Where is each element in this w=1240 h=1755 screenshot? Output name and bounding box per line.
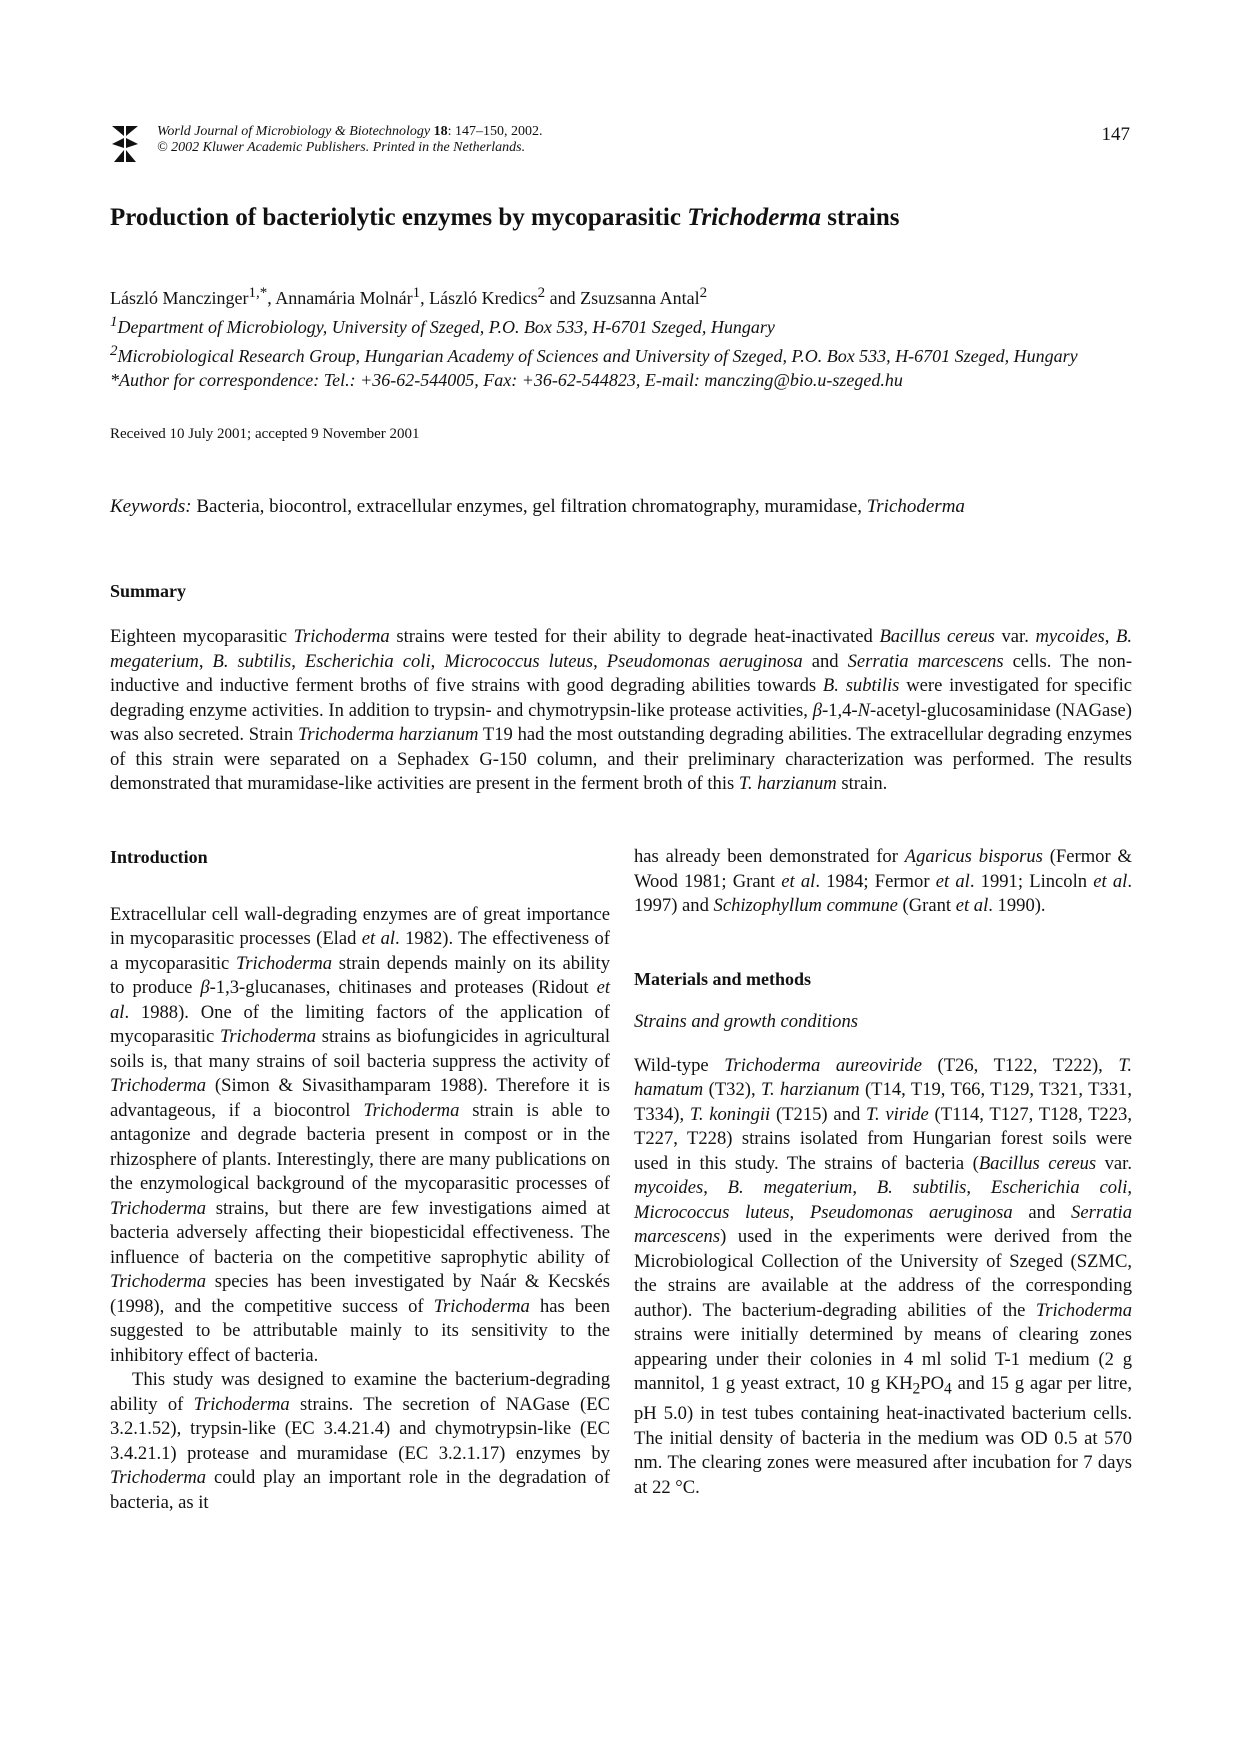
- intro-continuation: has already been demonstrated for Agaricus bisporus (Fermor & Wood 1981; Grant et al. 1984; Fermor et al. 1991; Lincoln et al. 1997) and Schizophyllum commune (Grant et al. 1990).: [634, 846, 1133, 916]
- author-block: [110, 281, 1140, 392]
- copyright-line: © 2002 Kluwer Academic Publishers. Printed in the Netherlands.: [157, 140, 526, 155]
- journal-citation: [157, 124, 543, 156]
- journal-name: World Journal of Microbiology & Biotechnology: [157, 124, 431, 139]
- correspondence: *Author for correspondence: Tel.: +36-62-544005, Fax: +36-62-544823, E-mail: manczing@bio.u-szeged.hu: [110, 370, 903, 390]
- affiliation-2: $^2$Microbiological Research Group, Hungarian Academy of Sciences and University of Szeged, P.O. Box 533, H-6701 Szeged, Hungary: [110, 343, 1078, 366]
- right-column: [634, 845, 1132, 1500]
- introduction-heading: Introduction: [110, 847, 208, 867]
- keywords-label: Keywords:: [110, 496, 192, 517]
- strains-heading: Strains and growth conditions: [634, 1011, 859, 1032]
- keywords: Keywords: Bacteria, biocontrol, extracellular enzymes, gel filtration chromatography, muramidase, Trichoderma: [110, 496, 965, 517]
- page-number: 147: [1101, 124, 1130, 145]
- received-dates: Received 10 July 2001; accepted 9 November 2001: [110, 426, 420, 442]
- methods-paragraph: Wild-type Trichoderma aureoviride (T26, T122, T222), T. hamatum (T32), T. harzianum (T14, T19, T66, T129, T321, T331, T334), T. koningii (T215) and T. viride (T114, T127, T128, T223, T227, T228) strains isolated from Hungarian forest soils were used in this study. The strains of bacteria (Bacillus cereus var. mycoides, B. megaterium, B. subtilis, Escherichia coli, Micrococcus luteus, Pseudomonas aeruginosa and Serratia marcescens) used in the experiments were derived from the Microbiological Collection of the University of Szeged (SZMC, the strains are available at the address of the corresponding author). The bacterium-degrading abilities of the Trichoderma strains were initially determined by means of clearing zones appearing under their colonies in 4 ml solid T-1 medium (2 g mannitol, 1 g yeast extract, 10 g $KH_2PO_4$ and 15 g agar per litre, pH 5.0) in test tubes containing heat-inactivated bacterium cells. The initial density of bacteria in the medium was OD 0.5 at 570 nm. The clearing zones were measured after incubation for 7 days at 22 °C.: [634, 1054, 1133, 1498]
- intro-paragraph-1: Extracellular cell wall-degrading enzymes are of great importance in mycoparasitic processes (Elad et al. 1982). The effectiveness of a mycoparasitic Trichoderma strain depends mainly on its ability to produce β-1,3-glucanases, chitinases and proteases (Ridout et al. 1988). One of the limiting factors of the application of mycoparasitic Trichoderma strains as biofungicides in agricultural soils is, that many strains of soil bacteria suppress the activity of Trichoderma (Simon & Sivasithamparam 1988). Therefore it is advantageous, if a biocontrol Trichoderma strain is able to antagonize and degrade bacteria present in compost or in the rhizosphere of plants. Interestingly, there are many publications on the enzymological background of the mycoparasitic processes of Trichoderma strains, but there are few investigations aimed at bacteria adversely affecting their biopesticidal effectiveness. The influence of bacteria on the competitive saprophytic ability of Trichoderma species has been investigated by Naár & Kecskés (1998), and the competitive success of Trichoderma has been suggested to be attributable mainly to its sensitivity to the inhibitory effect of bacteria.: [110, 903, 611, 1366]
- article-title: Production of bacteriolytic enzymes by mycoparasitic Trichoderma strains: [110, 204, 900, 231]
- journal-volume: 18: [433, 124, 448, 139]
- kluwer-logo-icon: [110, 124, 140, 164]
- affiliation-1: $^1$Department of Microbiology, University of Szeged, P.O. Box 533, H-6701 Szeged, Hungary: [110, 314, 775, 337]
- author-list: László Manczinger$^{1,*}$, Annamária Molnár$^1$, László Kredics$^2$ and Zsuzsanna Antal$^2$: [110, 285, 708, 308]
- page-header: [110, 124, 1130, 164]
- left-column: [110, 847, 611, 1515]
- summary-heading: Summary: [110, 581, 186, 601]
- methods-heading: Materials and methods: [634, 968, 811, 989]
- intro-paragraph-2: This study was designed to examine the bacterium-degrading ability of Trichoderma strains. The secretion of NAGase (EC 3.2.1.52), trypsin-like (EC 3.4.21.4) and chymotrypsin-like (EC 3.4.21.1) protease and muramidase (EC 3.2.1.17) enzymes by Trichoderma could play an important role in the degradation of bacteria, as it: [110, 1369, 611, 1513]
- summary-text: Eighteen mycoparasitic Trichoderma strains were tested for their ability to degrade heat-inactivated Bacillus cereus var. mycoides, B. megaterium, B. subtilis, Escherichia coli, Micrococcus luteus, Pseudomonas aeruginosa and Serratia marcescens cells. The non-inductive and inductive ferment broths of five strains with good degrading abilities towards B. subtilis were investigated for specific degrading enzyme activities. In addition to trypsin- and chymotrypsin-like protease activities, β-1,4-N-acetyl-glucosaminidase (NAGase) was also secreted. Strain Trichoderma harzianum T19 had the most outstanding degrading abilities. The extracellular degrading enzymes of this strain were separated on a Sephadex G-150 column, and their preliminary characterization was performed. The results demonstrated that muramidase-like activities are present in the ferment broth of this T. harzianum strain.: [110, 626, 1133, 794]
- journal-pages: : 147–150, 2002.: [447, 124, 543, 139]
